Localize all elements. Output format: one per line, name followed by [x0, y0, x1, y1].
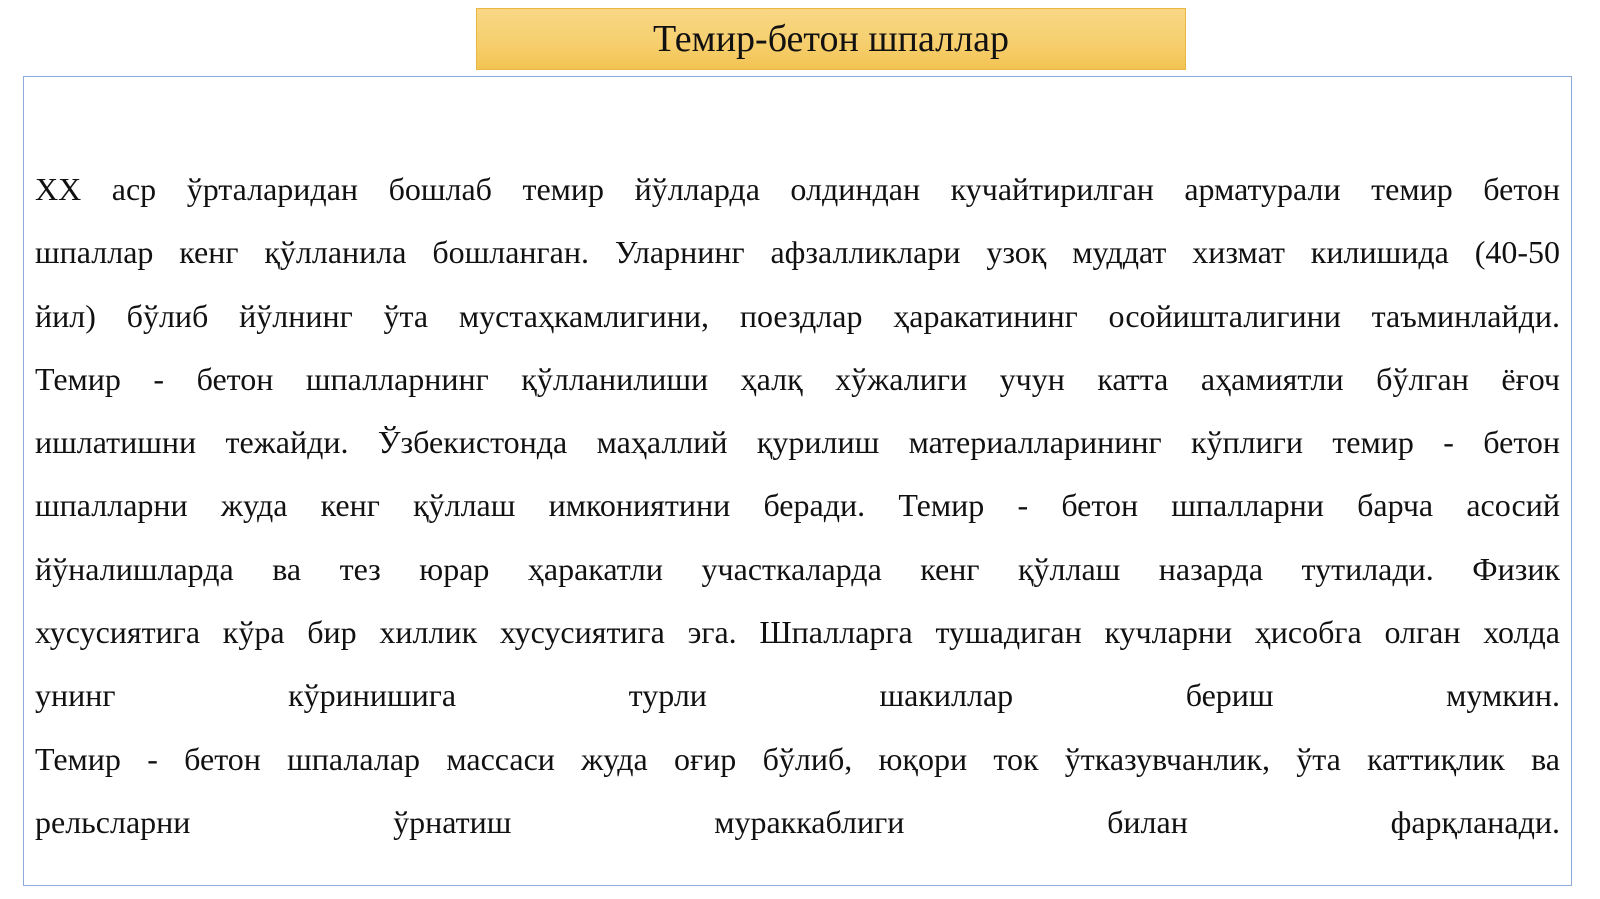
paragraph-line: шпалларни жуда кенг қўллаш имкониятини беради. Темир - бетон шпалларни барча асосий [35, 487, 1560, 524]
paragraph-line: XX аср ўрталаридан бошлаб темир йўлларда олдиндан кучайтирилган арматурали темир бетон [35, 171, 1560, 207]
slide-title-box [476, 8, 1186, 70]
paragraph-line: хусусиятига кўра бир хиллик хусусиятига эга. Шпалларга тушадиган кучларни ҳисобга олган холда [35, 614, 1560, 651]
slide-title: Темир-бетон шпаллар [653, 18, 1009, 60]
paragraph-line: унинг кўринишига турли шакиллар бериш мумкин. [35, 677, 1560, 714]
body-paragraph [35, 158, 1560, 854]
paragraph-line: Темир - бетон шпалалар массаси жуда оғир бўлиб, юқори ток ўтказувчанлик, ўта каттиқлик ва [35, 740, 1560, 777]
paragraph-line: ишлатишни тежайди. Ўзбекистонда маҳаллий қурилиш материалларининг кўплиги темир - бетон [35, 424, 1560, 461]
paragraph-line: рельсларни ўрнатиш мураккаблиги билан фарқланади. [35, 803, 1560, 840]
paragraph-line: йўналишларда ва тез юрар ҳаракатли участкаларда кенг қўллаш назарда тутилади. Физик [35, 550, 1560, 587]
paragraph-line: шпаллар кенг қўлланила бошланган. Уларнинг афзалликлари узоқ муддат хизмат килишида (40-50 [35, 234, 1560, 271]
paragraph-line: йил) бўлиб йўлнинг ўта мустаҳкамлигини, поездлар ҳаракатининг осойишталигини таъминлайди. [35, 297, 1560, 334]
paragraph-line: Темир - бетон шпалларнинг қўлланилиши ҳалқ хўжалиги учун катта аҳамиятли бўлган ёғоч [35, 360, 1560, 397]
